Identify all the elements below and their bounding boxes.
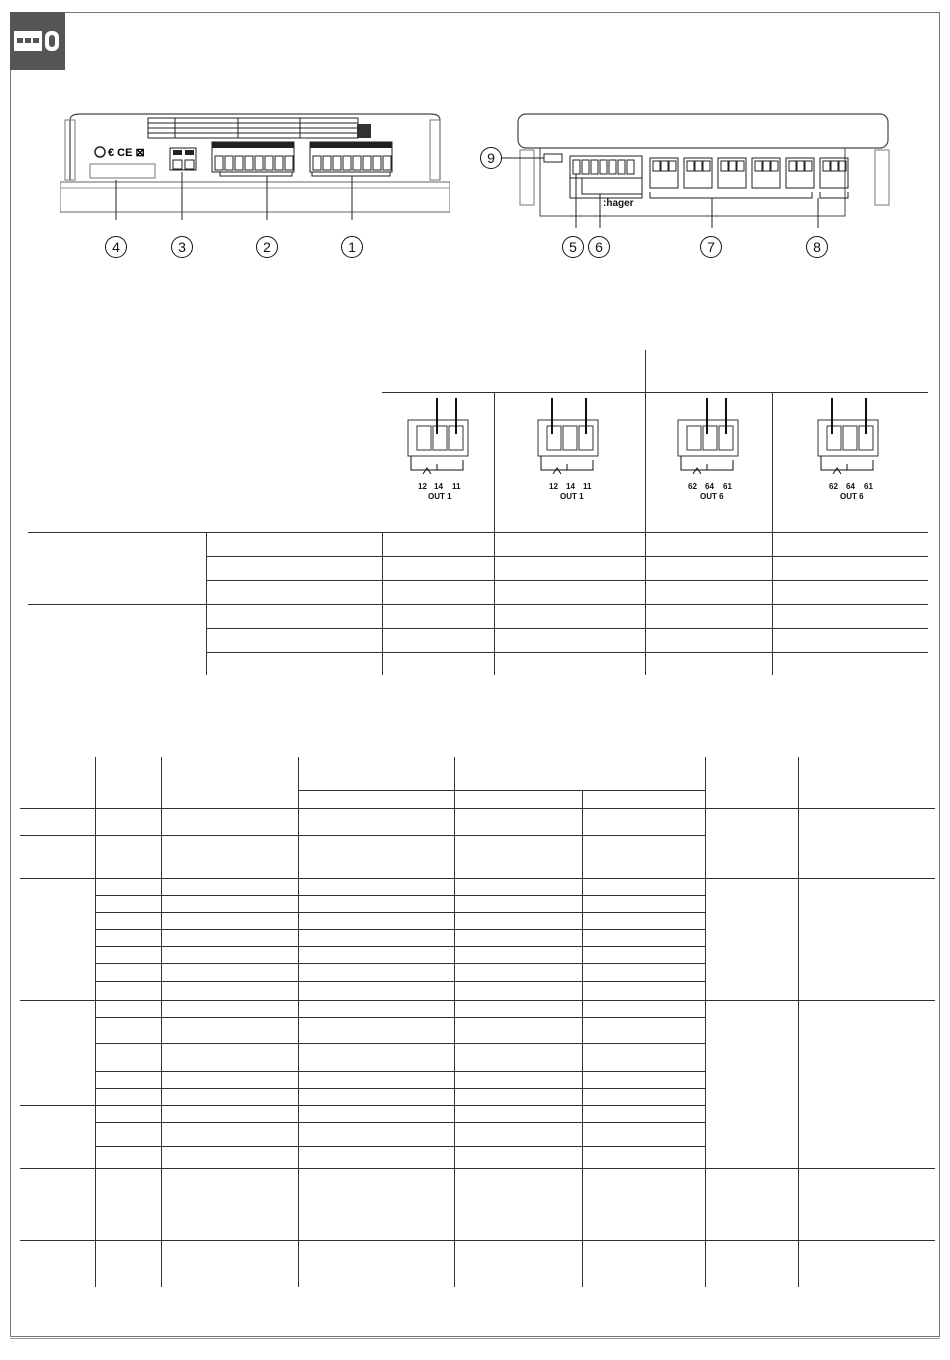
terminal-number: 12	[549, 482, 558, 491]
manual-logo	[10, 12, 65, 70]
relay-terminal-drawing-2	[535, 398, 607, 478]
callout-5: 5	[562, 236, 584, 258]
terminal-number: 62	[688, 482, 697, 491]
terminal-number: 14	[434, 482, 443, 491]
callout-1: 1	[341, 236, 363, 258]
svg-text:€ CE ⊠: € CE ⊠	[108, 147, 145, 159]
terminal-number: 64	[705, 482, 714, 491]
callout-2: 2	[256, 236, 278, 258]
relay-terminal-drawing-3	[675, 398, 747, 478]
output-label: OUT 1	[428, 492, 452, 501]
callout-3: 3	[171, 236, 193, 258]
output-label: OUT 1	[560, 492, 584, 501]
callout-8: 8	[806, 236, 828, 258]
callout-7: 7	[700, 236, 722, 258]
terminal-number: 61	[723, 482, 732, 491]
callout-9: 9	[480, 147, 502, 169]
terminal-number: 11	[452, 482, 461, 491]
callout-6: 6	[588, 236, 610, 258]
terminal-number: 14	[566, 482, 575, 491]
callout-4: 4	[105, 236, 127, 258]
book-manual-icon	[14, 30, 62, 52]
terminal-number: 64	[846, 482, 855, 491]
output-label: OUT 6	[840, 492, 864, 501]
output-label: OUT 6	[700, 492, 724, 501]
footer-rule	[10, 1338, 940, 1339]
terminal-number: 61	[864, 482, 873, 491]
terminal-number: 62	[829, 482, 838, 491]
device-side-view	[500, 108, 900, 228]
terminal-number: 11	[583, 482, 592, 491]
hager-brand-label: :hager	[603, 198, 634, 209]
relay-terminal-drawing-4	[815, 398, 887, 478]
relay-terminal-drawing-1	[405, 398, 477, 478]
terminal-number: 12	[418, 482, 427, 491]
device-front-view	[60, 110, 450, 220]
